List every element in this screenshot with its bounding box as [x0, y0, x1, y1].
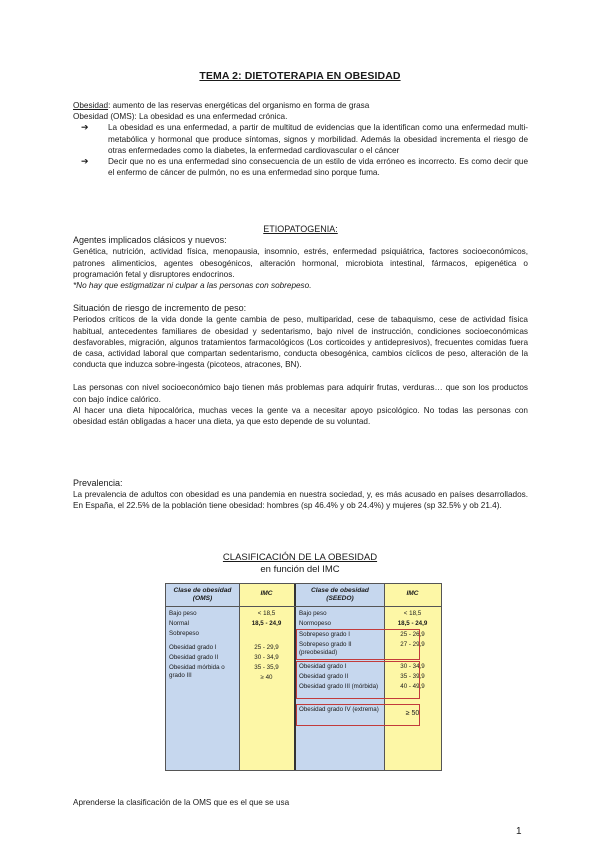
extrema-highlight-box [296, 704, 420, 726]
bullet-text: Decir que no es una enfermedad sino consecuencia de un estilo de vida erróneo es incorrecto. Es como decir que el enfermo de cáncer de pulmón, no es una enfermedad sino porque fuma. [108, 157, 528, 178]
oms-class-cell: Obesidad mórbida o grado III [169, 664, 225, 679]
header-imc-seedo: IMC [406, 590, 419, 597]
oms-imc-cell: < 18,5 [257, 610, 276, 617]
classification-title: CLASIFICACIÓN DE LA OBESIDAD [222, 552, 378, 563]
seedo-imc-cell: 40 - 49,9 [400, 683, 425, 690]
sobrepeso-highlight-box [296, 629, 420, 660]
classification-subtitle: en función del IMC [260, 564, 340, 575]
seedo-imc-cell: 27 - 29,9 [400, 641, 425, 648]
agents-title: Agentes implicados clásicos y nuevos: [73, 235, 227, 246]
seedo-imc-cell: 18,5 - 24,9 [397, 620, 428, 627]
intro-bullet [73, 122, 528, 156]
header-divider [166, 606, 441, 607]
prevalencia-section [73, 478, 528, 512]
seedo-class-cell: Sobrepeso grado II (preobesidad) [299, 641, 352, 656]
agents-text: Genética, nutrición, actividad física, menopausia, insomnio, estrés, enfermedad psiquiátrica, factores socioeconómicos, patrones alimenticios, agentes obesogénicos, alteración hormonal, microbiota intestinal, fármacos, epigenética o programación fetal y disruptores endocrinos. [73, 247, 528, 279]
arrow-icon: ➔ [81, 122, 89, 133]
oms-imc-cell: 35 - 35,9 [254, 664, 279, 671]
document-title: TEMA 2: DIETOTERAPIA EN OBESIDAD [199, 70, 401, 82]
oms-class-cell: Obesidad grado II [169, 654, 219, 661]
classification-heading [0, 552, 600, 576]
definition-text: : aumento de las reservas energéticas del organismo en forma de grasa [108, 101, 370, 110]
seedo-imc-cell: 25 - 26,9 [400, 631, 425, 638]
diet-paragraph: Al hacer una dieta hipocalórica, muchas veces la gente va a necesitar apoyo psicológico. No todas las personas con obesidad están obligadas a hacer una dieta, ya que esto depende de su voluntad. [73, 405, 528, 427]
seedo-class-cell: Obesidad grado IV (extrema) [299, 706, 379, 713]
oms-imc-cell: 30 - 34,9 [254, 654, 279, 661]
seedo-class-cell: Bajo peso [299, 610, 327, 617]
header-oms-class: Clase de obesidad (OMS) [173, 587, 232, 602]
risk-title: Situación de riesgo de incremento de peso: [73, 303, 247, 314]
risk-text: Periodos críticos de la vida donde la gente cambia de peso, multiparidad, cese de tabaquismo, cese de actividad física habitual, antecedentes familiares de obesidad y sedentarismo, bajo nivel de instrucción, condiciones socioeconómicas desfavorables, migración, algunos tratamientos farmacológicos (Los corticoides y antidepresivos), frecuentes comidas fuera de casa, actividad laboral que compartan sedentarismo, conducta obesogénica, cambios cíclicos de peso, alteración de la conducta que induzca sobre-ingesta (picoteos, atracones, BN). [73, 315, 528, 370]
seedo-imc-cell: 30 - 34,9 [400, 663, 425, 670]
obesity-classification-table [165, 583, 442, 771]
bullet-text: La obesidad es una enfermedad, a partir de multitud de evidencias que la identifican como una enfermedad multi-metabólica y hormonal que produce síntomas, signos y morbilidad. Además la obesidad incrementa el riesgo de otras enfermedades como la diabetes, la enfermedad cardiovascular o el cáncer [108, 123, 528, 155]
intro-section [73, 100, 528, 178]
oms-imc-cell: ≥ 40 [260, 674, 273, 681]
seedo-class-cell: Normopeso [299, 620, 331, 627]
obesity-term: Obesidad [73, 101, 109, 110]
seedo-imc-cell: < 18,5 [403, 610, 422, 617]
etiopatogenia-section [73, 224, 528, 427]
agents-note: *No hay que estigmatizar ni culpar a las personas con sobrepeso. [73, 281, 312, 291]
oms-imc-cell: 18,5 - 24,9 [251, 620, 282, 627]
seedo-class-cell: Obesidad grado II [299, 673, 349, 680]
oms-class-cell: Obesidad grado I [169, 644, 217, 651]
seedo-class-cell: Sobrepeso grado I [299, 631, 350, 638]
oms-class-cell: Bajo peso [169, 610, 197, 617]
seedo-imc-cell: ≥ 50 [405, 710, 420, 717]
intro-bullet [73, 156, 528, 178]
header-seedo-class: Clase de obesidad (SEEDO) [311, 587, 369, 602]
socioeconomic-paragraph: Las personas con nivel socioeconómico bajo tienen más problemas para adquirir frutas, verduras… que son los productos con bajo índice calórico. [73, 383, 528, 404]
oms-definition: Obesidad (OMS): La obesidad es una enfermedad crónica. [73, 112, 288, 122]
page-number: 1 [516, 826, 522, 837]
seedo-class-cell: Obesidad grado I [299, 663, 347, 670]
oms-class-cell: Normal [169, 620, 189, 627]
obesity-definition [73, 100, 528, 111]
seedo-imc-cell: 35 - 39,9 [400, 673, 425, 680]
seedo-class-cell: Obesidad grado III (mórbida) [299, 683, 379, 690]
etiopatogenia-heading: ETIOPATOGENIA: [263, 224, 338, 234]
obesidad-highlight-box [296, 661, 420, 699]
footer-note: Aprenderse la clasificación de la OMS que es el que se usa [73, 798, 290, 807]
arrow-icon: ➔ [81, 156, 89, 167]
oms-imc-cell: 25 - 29,9 [254, 644, 279, 651]
oms-class-cell: Sobrepeso [169, 630, 199, 637]
prevalencia-title: Prevalencia: [73, 478, 123, 488]
prevalencia-text: La prevalencia de adultos con obesidad es una pandemia en nuestra sociedad, y, es más acusado en países desarrollados. En España, el 22.5% de la población tiene obesidad: hombres (sp 46.4% y ob 24.4%) y mujeres (sp 32.5% y ob 21.4). [73, 490, 528, 511]
header-imc-oms: IMC [260, 590, 273, 597]
